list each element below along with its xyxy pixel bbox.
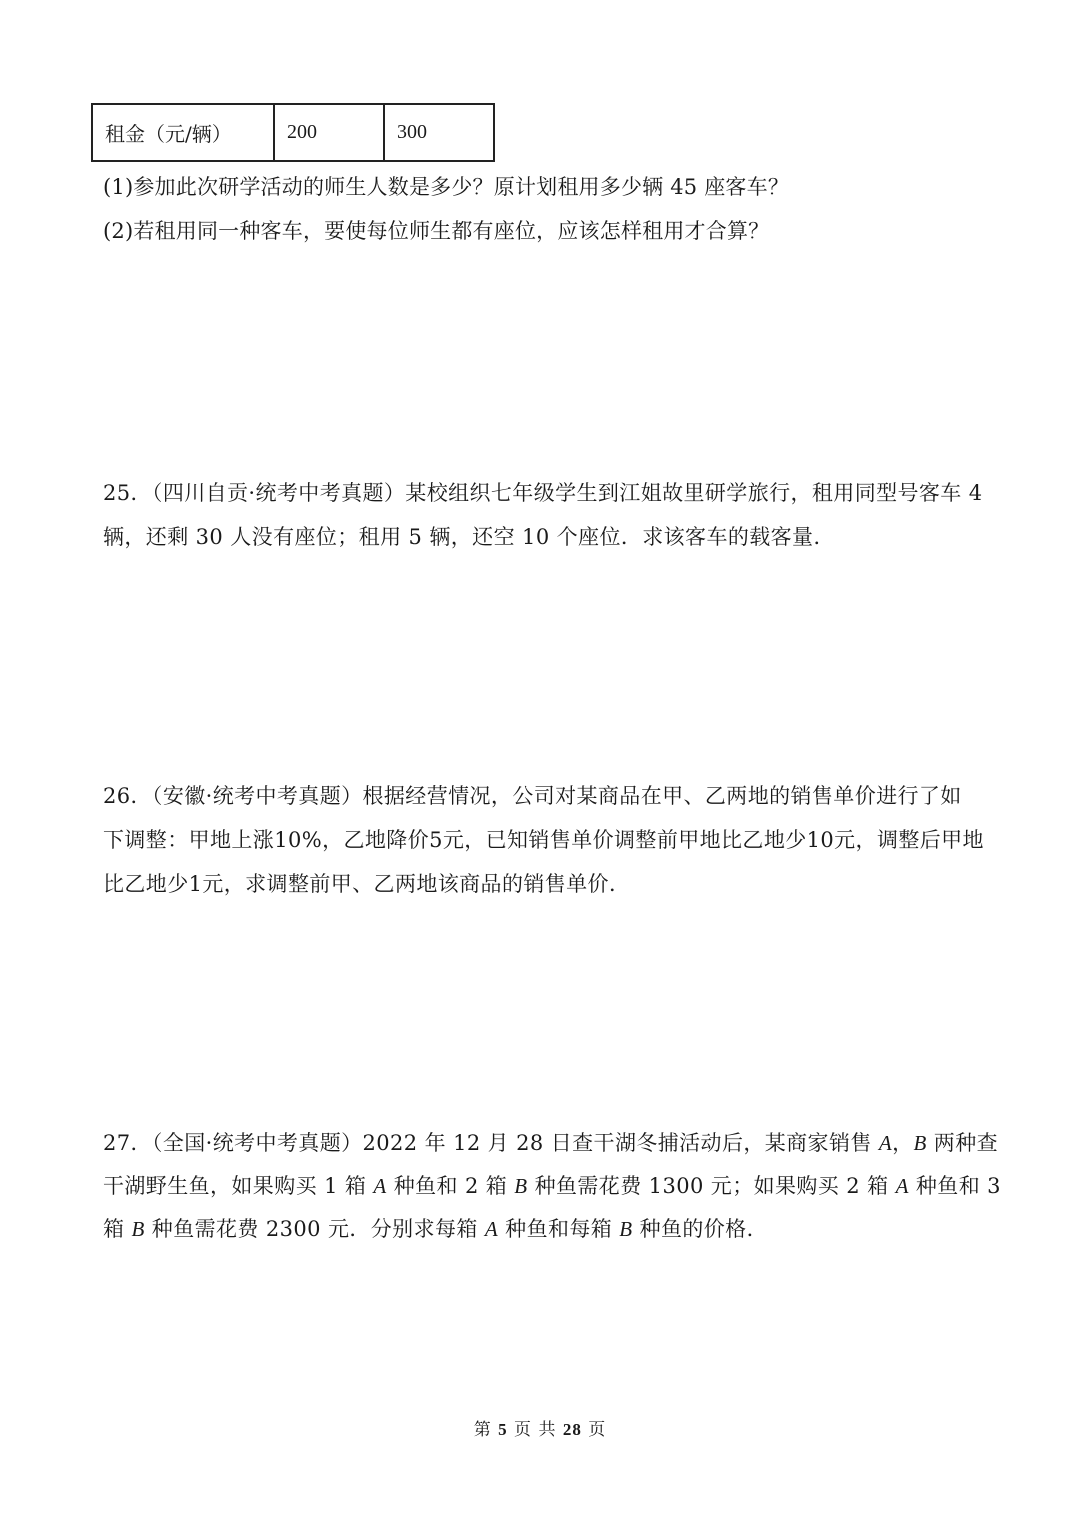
var-b: B	[619, 1217, 633, 1241]
var-a: A	[373, 1174, 387, 1198]
q27-line3-c: 种鱼和每箱	[498, 1217, 620, 1241]
q27-line2	[103, 1170, 1001, 1200]
var-a: A	[895, 1174, 909, 1198]
q27-line3	[103, 1213, 768, 1243]
q27-line3-d: 种鱼的价格．	[632, 1217, 768, 1241]
q26-line2: 下调整：甲地上涨10%，乙地降价5元，已知销售单价调整前甲地比乙地少10元，调整后甲地	[103, 828, 984, 852]
footer-prefix: 第	[473, 1420, 492, 1440]
var-a: A	[484, 1217, 499, 1241]
q25-line2: 辆，还剩 30 人没有座位；租用 5 辆，还空 10 个座位．求该客车的载客量．	[103, 525, 835, 549]
q24-sub2: (2)若租用同一种客车，要使每位师生都有座位，应该怎样租用才合算？	[103, 219, 770, 243]
table-row	[92, 104, 494, 161]
q27-line2-d: 种鱼和 3	[908, 1174, 1001, 1198]
var-b: B	[514, 1174, 528, 1198]
rent-value-cell-2: 300	[384, 104, 494, 161]
footer-mid: 页 共	[514, 1420, 557, 1440]
q27-line3-b: 种鱼需花费 2300 元．分别求每箱	[144, 1217, 485, 1241]
q24-sub1: (1)参加此次研学活动的师生人数是多少？原计划租用多少辆 45 座客车？	[103, 175, 790, 199]
rent-table	[91, 103, 495, 162]
var-b: B	[913, 1131, 927, 1155]
rent-value-cell-1: 200	[274, 104, 384, 161]
q26-line3: 比乙地少1元，求调整前甲、乙两地该商品的销售单价．	[103, 872, 631, 896]
q27-line1-b: ，	[892, 1131, 914, 1155]
q25-line1: 25．（四川自贡·统考中考真题）某校组织七年级学生到江姐故里研学旅行，租用同型号客车 4	[103, 481, 983, 505]
var-a: A	[878, 1131, 893, 1155]
q27-line1-a: 27．（全国·统考中考真题）2022 年 12 月 28 日查干湖冬捕活动后，某商家销售	[103, 1131, 879, 1155]
q27-line3-a: 箱	[103, 1217, 132, 1241]
q27-line1-c: 两种查	[926, 1131, 998, 1155]
q26-line1: 26．（安徽·统考中考真题）根据经营情况，公司对某商品在甲、乙两地的销售单价进行了如	[103, 784, 962, 808]
rent-label-cell: 租金（元/辆）	[92, 104, 274, 161]
page-footer	[0, 1415, 1080, 1440]
q27-line2-b: 种鱼和 2 箱	[386, 1174, 515, 1198]
q27-line2-c: 种鱼需花费 1300 元；如果购买 2 箱	[527, 1174, 896, 1198]
var-b: B	[131, 1217, 145, 1241]
footer-page-number: 5	[498, 1420, 508, 1439]
q27-line1	[103, 1127, 998, 1157]
footer-total-pages: 28	[562, 1420, 582, 1439]
footer-suffix: 页	[588, 1420, 607, 1440]
q27-line2-a: 干湖野生鱼，如果购买 1 箱	[103, 1174, 374, 1198]
